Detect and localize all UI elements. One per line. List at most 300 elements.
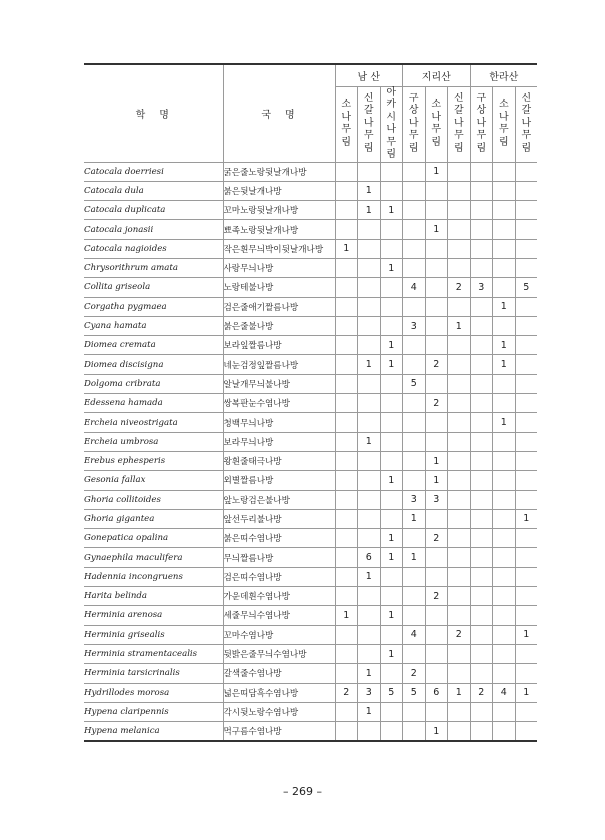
count-cell: 1 [358, 702, 381, 721]
count-cell [448, 567, 471, 586]
count-cell [493, 220, 516, 239]
count-cell [335, 471, 358, 490]
count-cell [470, 509, 493, 528]
count-cell [515, 529, 537, 548]
count-cell [493, 239, 516, 258]
count-cell [403, 181, 426, 200]
count-cell: 1 [380, 529, 403, 548]
count-cell: 5 [403, 683, 426, 702]
table-row [84, 316, 537, 335]
count-cell [335, 587, 358, 606]
korean-name-cell: 네눈검정잎짤름나방 [223, 355, 335, 374]
count-cell: 1 [380, 548, 403, 567]
count-cell [425, 702, 448, 721]
count-cell [425, 239, 448, 258]
count-cell [448, 258, 471, 277]
table-row [84, 509, 537, 528]
count-cell: 2 [335, 683, 358, 702]
count-cell [358, 606, 381, 625]
count-cell [403, 239, 426, 258]
table-row [84, 162, 537, 181]
table-row [84, 220, 537, 239]
korean-name-cell: 세줄무늬수염나방 [223, 606, 335, 625]
count-cell [335, 258, 358, 277]
count-cell: 1 [493, 336, 516, 355]
table-row [84, 529, 537, 548]
count-cell [515, 162, 537, 181]
count-cell [448, 432, 471, 451]
count-cell [515, 258, 537, 277]
table-row [84, 567, 537, 586]
count-cell [335, 220, 358, 239]
count-cell [448, 548, 471, 567]
count-cell [358, 490, 381, 509]
count-cell [470, 451, 493, 470]
count-cell: 3 [403, 490, 426, 509]
korean-name-cell: 각시뒷노랑수염나방 [223, 702, 335, 721]
count-cell [493, 201, 516, 220]
count-cell [493, 451, 516, 470]
header-korean-name [223, 64, 335, 162]
count-cell [515, 181, 537, 200]
count-cell [380, 587, 403, 606]
count-cell [403, 606, 426, 625]
count-cell [448, 702, 471, 721]
table-row [84, 239, 537, 258]
count-cell [358, 625, 381, 644]
count-cell: 1 [493, 297, 516, 316]
count-cell: 1 [358, 664, 381, 683]
korean-name-cell: 붉은뒷날개나방 [223, 181, 335, 200]
count-cell [403, 201, 426, 220]
korean-name-cell: 청백무늬나방 [223, 413, 335, 432]
count-cell: 1 [380, 201, 403, 220]
count-cell [335, 297, 358, 316]
count-cell [493, 471, 516, 490]
count-cell [448, 722, 471, 741]
count-cell: 1 [380, 258, 403, 277]
count-cell: 1 [515, 625, 537, 644]
count-cell: 1 [515, 683, 537, 702]
count-cell [448, 220, 471, 239]
count-cell [358, 451, 381, 470]
scientific-name-cell: Herminia stramentacealis [84, 644, 223, 663]
scientific-name-cell: Hypena claripennis [84, 702, 223, 721]
count-cell: 3 [358, 683, 381, 702]
count-cell [380, 625, 403, 644]
count-cell [403, 413, 426, 432]
table-row [84, 702, 537, 721]
count-cell: 2 [470, 683, 493, 702]
header-korean-name-part: 국 [261, 109, 273, 121]
scientific-name-cell: Ercheia niveostrigata [84, 413, 223, 432]
count-cell [403, 336, 426, 355]
count-cell [515, 297, 537, 316]
count-cell [335, 432, 358, 451]
count-cell [448, 239, 471, 258]
count-cell [515, 239, 537, 258]
count-cell [403, 258, 426, 277]
count-cell: 1 [380, 606, 403, 625]
count-cell: 6 [425, 683, 448, 702]
count-cell [358, 722, 381, 741]
count-cell [448, 606, 471, 625]
count-cell [493, 509, 516, 528]
korean-name-cell: 무늬짤름나방 [223, 548, 335, 567]
count-cell [425, 548, 448, 567]
count-cell [493, 394, 516, 413]
korean-name-cell: 넓은띠담흑수염나방 [223, 683, 335, 702]
scientific-name-cell: Catocala nagioides [84, 239, 223, 258]
count-cell [515, 451, 537, 470]
count-cell [380, 702, 403, 721]
scientific-name-cell: Diomea discisigna [84, 355, 223, 374]
count-cell [335, 336, 358, 355]
korean-name-cell: 알날개무늬불나방 [223, 374, 335, 393]
count-cell [515, 644, 537, 663]
count-cell [403, 432, 426, 451]
count-cell [425, 432, 448, 451]
count-cell [448, 201, 471, 220]
count-cell [448, 162, 471, 181]
scientific-name-cell: Erebus ephesperis [84, 451, 223, 470]
count-cell [380, 394, 403, 413]
table-row [84, 587, 537, 606]
count-cell [515, 664, 537, 683]
count-cell [358, 220, 381, 239]
scientific-name-cell: Edessena hamada [84, 394, 223, 413]
table-row [84, 451, 537, 470]
count-cell [403, 529, 426, 548]
count-cell: 4 [403, 625, 426, 644]
table-row [84, 664, 537, 683]
count-cell [403, 162, 426, 181]
count-cell: 1 [448, 316, 471, 335]
table-row [84, 722, 537, 741]
count-cell: 1 [358, 201, 381, 220]
count-cell [358, 162, 381, 181]
count-cell [448, 394, 471, 413]
count-cell [448, 587, 471, 606]
scientific-name-cell: Dolgoma cribrata [84, 374, 223, 393]
table-row [84, 278, 537, 297]
count-cell: 2 [448, 278, 471, 297]
count-cell [358, 529, 381, 548]
count-cell: 1 [425, 471, 448, 490]
count-cell [425, 567, 448, 586]
korean-name-cell: 검은띠수염나방 [223, 567, 335, 586]
count-cell [403, 355, 426, 374]
count-cell [470, 702, 493, 721]
count-cell [425, 606, 448, 625]
count-cell [425, 413, 448, 432]
scientific-name-cell: Collita griseola [84, 278, 223, 297]
count-cell: 2 [425, 394, 448, 413]
count-cell [335, 529, 358, 548]
count-cell [470, 336, 493, 355]
scientific-name-cell: Herminia arenosa [84, 606, 223, 625]
scientific-name-cell: Catocala jonasii [84, 220, 223, 239]
table-row [84, 201, 537, 220]
count-cell [448, 664, 471, 683]
count-cell [380, 722, 403, 741]
count-cell [425, 664, 448, 683]
count-cell [335, 722, 358, 741]
header-forest-type: 소 나 무 림 [493, 86, 516, 162]
count-cell [470, 471, 493, 490]
scientific-name-cell: Harita belinda [84, 587, 223, 606]
count-cell [403, 722, 426, 741]
table-row [84, 336, 537, 355]
count-cell [515, 201, 537, 220]
count-cell [335, 394, 358, 413]
count-cell [448, 413, 471, 432]
table-row [84, 606, 537, 625]
count-cell [380, 278, 403, 297]
count-cell [425, 278, 448, 297]
korean-name-cell: 검은줄애기짤름나방 [223, 297, 335, 316]
count-cell [470, 220, 493, 239]
count-cell [470, 316, 493, 335]
count-cell [380, 162, 403, 181]
count-cell [470, 258, 493, 277]
count-cell [470, 432, 493, 451]
header-scientific-name [84, 64, 223, 162]
count-cell [380, 509, 403, 528]
count-cell [493, 529, 516, 548]
korean-name-cell: 가운데흰수염나방 [223, 587, 335, 606]
count-cell [358, 297, 381, 316]
korean-name-cell: 앞선두리불나방 [223, 509, 335, 528]
count-cell [335, 201, 358, 220]
count-cell [448, 490, 471, 509]
count-cell: 3 [403, 316, 426, 335]
header-region-jirisan: 지리산 [403, 64, 471, 86]
count-cell: 1 [425, 722, 448, 741]
count-cell [448, 451, 471, 470]
count-cell [493, 181, 516, 200]
count-cell [425, 316, 448, 335]
header-forest-type: 구 상 나 무 림 [470, 86, 493, 162]
count-cell [380, 432, 403, 451]
korean-name-cell: 갈색줄수염나방 [223, 664, 335, 683]
count-cell: 6 [358, 548, 381, 567]
count-cell [470, 587, 493, 606]
count-cell [380, 316, 403, 335]
count-cell: 1 [380, 644, 403, 663]
count-cell [470, 644, 493, 663]
count-cell [470, 606, 493, 625]
header-scientific-name-part: 학 [135, 109, 148, 121]
count-cell [425, 297, 448, 316]
count-cell [403, 451, 426, 470]
table-row [84, 413, 537, 432]
count-cell [358, 239, 381, 258]
count-cell [403, 567, 426, 586]
count-cell [515, 355, 537, 374]
count-cell [403, 644, 426, 663]
count-cell [448, 355, 471, 374]
scientific-name-cell: Diomea cremata [84, 336, 223, 355]
count-cell [493, 258, 516, 277]
table-header [84, 64, 537, 162]
count-cell [358, 278, 381, 297]
scientific-name-cell: Hadennia incongruens [84, 567, 223, 586]
scientific-name-cell: Gonepatica opalina [84, 529, 223, 548]
scientific-name-cell: Cyana hamata [84, 316, 223, 335]
count-cell [425, 258, 448, 277]
scientific-name-cell: Catocala duplicata [84, 201, 223, 220]
count-cell [493, 162, 516, 181]
count-cell [335, 316, 358, 335]
count-cell [448, 181, 471, 200]
scientific-name-cell: Gesonia fallax [84, 471, 223, 490]
count-cell [493, 374, 516, 393]
scientific-name-cell: Chrysorithrum amata [84, 258, 223, 277]
count-cell [358, 587, 381, 606]
count-cell: 5 [380, 683, 403, 702]
table-row [84, 355, 537, 374]
count-cell [493, 490, 516, 509]
scientific-name-cell: Catocala dula [84, 181, 223, 200]
count-cell [448, 644, 471, 663]
count-cell [335, 625, 358, 644]
korean-name-cell: 붉은줄불나방 [223, 316, 335, 335]
count-cell: 1 [335, 606, 358, 625]
page-number: – 269 – [283, 785, 322, 798]
count-cell [335, 278, 358, 297]
count-cell [470, 297, 493, 316]
korean-name-cell: 뒷밝은줄무늬수염나방 [223, 644, 335, 663]
count-cell [403, 394, 426, 413]
count-cell [515, 567, 537, 586]
table-row [84, 490, 537, 509]
count-cell: 1 [425, 220, 448, 239]
count-cell [358, 644, 381, 663]
count-cell [358, 336, 381, 355]
count-cell [448, 297, 471, 316]
count-cell [470, 181, 493, 200]
count-cell: 2 [425, 529, 448, 548]
count-cell [493, 606, 516, 625]
count-cell: 4 [403, 278, 426, 297]
count-cell [380, 239, 403, 258]
table-row [84, 394, 537, 413]
korean-name-cell: 작은흰무늬박이뒷날개나방 [223, 239, 335, 258]
count-cell [448, 336, 471, 355]
count-cell: 1 [380, 471, 403, 490]
header-forest-type: 신 갈 나 무 림 [448, 86, 471, 162]
header-forest-type: 소 나 무 림 [425, 86, 448, 162]
count-cell [380, 567, 403, 586]
count-cell [358, 394, 381, 413]
count-cell [380, 664, 403, 683]
count-cell: 2 [403, 664, 426, 683]
count-cell [425, 181, 448, 200]
count-cell [425, 644, 448, 663]
count-cell [515, 722, 537, 741]
count-cell [380, 490, 403, 509]
count-cell [515, 548, 537, 567]
count-cell [425, 201, 448, 220]
korean-name-cell: 보라잎짤름나방 [223, 336, 335, 355]
count-cell [358, 471, 381, 490]
count-cell: 4 [493, 683, 516, 702]
count-cell [425, 625, 448, 644]
count-cell [380, 181, 403, 200]
count-cell [515, 587, 537, 606]
count-cell [470, 394, 493, 413]
scientific-name-cell: Catocala doerriesi [84, 162, 223, 181]
korean-name-cell: 외별짤름나방 [223, 471, 335, 490]
count-cell [403, 220, 426, 239]
count-cell [493, 567, 516, 586]
count-cell [448, 509, 471, 528]
korean-name-cell: 사랑무늬나방 [223, 258, 335, 277]
count-cell [335, 181, 358, 200]
count-cell [380, 297, 403, 316]
count-cell [470, 355, 493, 374]
scientific-name-cell: Hydrillodes morosa [84, 683, 223, 702]
table-row [84, 374, 537, 393]
count-cell: 1 [358, 181, 381, 200]
count-cell [335, 548, 358, 567]
count-cell: 3 [470, 278, 493, 297]
count-cell [515, 471, 537, 490]
header-forest-type: 소 나 무 림 [335, 86, 358, 162]
count-cell: 1 [425, 451, 448, 470]
korean-name-cell: 붉은띠수염나방 [223, 529, 335, 548]
count-cell [448, 471, 471, 490]
count-cell [515, 606, 537, 625]
scientific-name-cell: Corgatha pygmaea [84, 297, 223, 316]
count-cell [425, 509, 448, 528]
korean-name-cell: 노랑테불나방 [223, 278, 335, 297]
count-cell [403, 587, 426, 606]
count-cell [335, 664, 358, 683]
count-cell [515, 413, 537, 432]
count-cell [380, 413, 403, 432]
count-cell [403, 471, 426, 490]
count-cell [493, 432, 516, 451]
count-cell [493, 316, 516, 335]
header-scientific-name-part: 명 [159, 109, 171, 121]
count-cell [358, 316, 381, 335]
count-cell [515, 374, 537, 393]
count-cell: 1 [358, 432, 381, 451]
count-cell [493, 587, 516, 606]
count-cell [335, 644, 358, 663]
count-cell [470, 162, 493, 181]
count-cell: 1 [403, 509, 426, 528]
count-cell [470, 529, 493, 548]
count-cell [335, 451, 358, 470]
count-cell [470, 413, 493, 432]
header-region-namsan: 남 산 [335, 64, 403, 86]
count-cell [335, 567, 358, 586]
count-cell [470, 625, 493, 644]
count-cell [448, 374, 471, 393]
count-cell [358, 413, 381, 432]
count-cell [335, 355, 358, 374]
count-cell: 1 [358, 355, 381, 374]
count-cell: 2 [448, 625, 471, 644]
count-cell [515, 316, 537, 335]
korean-name-cell: 앞노랑검은불나방 [223, 490, 335, 509]
header-forest-type: 구 상 나 무 림 [403, 86, 426, 162]
korean-name-cell: 뾰족노랑뒷날개나방 [223, 220, 335, 239]
korean-name-cell: 보라무늬나방 [223, 432, 335, 451]
